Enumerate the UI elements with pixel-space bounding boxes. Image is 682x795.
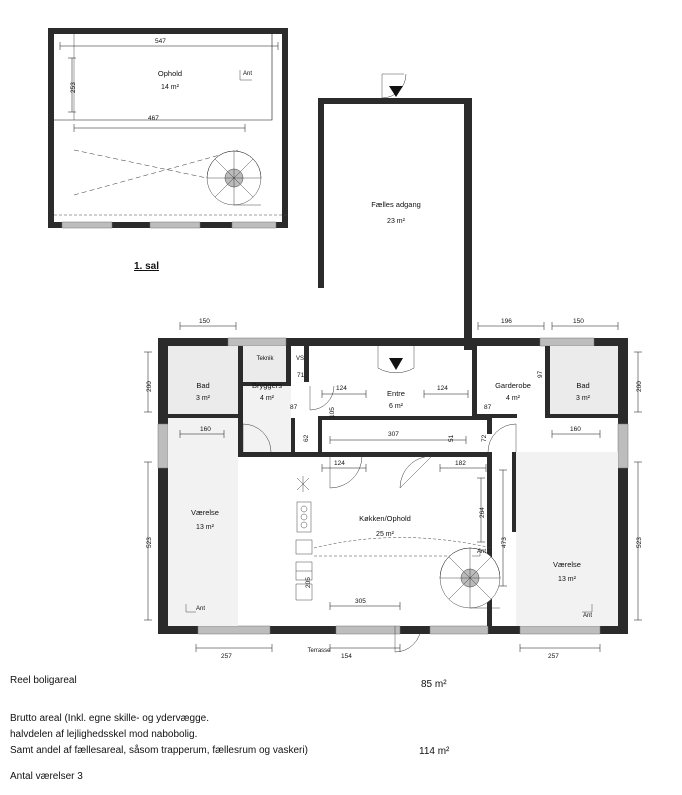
dim-inner-160-b: 160: [570, 426, 581, 433]
ant-label-left: Ant: [196, 606, 206, 612]
dim-inner-124-c: 124: [334, 460, 345, 467]
dim-inner-97: 97: [537, 370, 544, 378]
dim-top-mid: 196: [501, 318, 512, 325]
room-area-ophold-upper: 14 m²: [161, 84, 179, 91]
dim-upper-top: 547: [155, 38, 166, 45]
dim-bottom-left: 257: [221, 653, 232, 660]
dim-inner-62: 62: [303, 434, 310, 442]
room-area-entre: 6 m²: [389, 403, 403, 410]
spiral-staircase-upper: [207, 151, 261, 205]
ant-label-right: Ant: [583, 613, 593, 619]
room-area-bad-left: 3 m²: [196, 395, 210, 402]
dim-left-upper: 200: [146, 381, 153, 392]
terrasse-label: Terrasse: [307, 648, 331, 654]
room-area-kokken-ophold: 25 m²: [376, 531, 394, 538]
room-label-vaerelse-right: Værelse: [553, 560, 581, 569]
dim-inner-87-a: 87: [290, 404, 298, 411]
room-area-bryggers: 4 m²: [260, 395, 274, 402]
dim-upper-left: 253: [70, 82, 77, 93]
room-label-bad-left: Bad: [196, 381, 210, 390]
dim-inner-87-b: 87: [484, 404, 492, 411]
brutto-areal-value: 114 m²: [419, 746, 450, 757]
reel-boligareal-label: Reel boligareal: [10, 675, 77, 686]
room-area-bad-right: 3 m²: [576, 395, 590, 402]
room-area-faelles-adgang: 23 m²: [387, 218, 405, 225]
dim-inner-264: 264: [479, 507, 486, 518]
room-area-vaerelse-left: 13 m²: [196, 524, 214, 531]
room-area-garderobe: 4 m²: [506, 395, 520, 402]
dim-right-lower: 523: [636, 537, 643, 548]
dim-inner-71: 71: [297, 372, 305, 379]
dim-top-right: 150: [573, 318, 584, 325]
dim-inner-105: 105: [329, 407, 336, 418]
room-label-bryggers: Bryggers: [251, 381, 282, 390]
dim-top-left: 150: [199, 318, 210, 325]
dim-inner-124-a: 124: [336, 385, 347, 392]
room-label-garderobe: Garderobe: [495, 381, 531, 390]
dim-bottom-mid: 154: [341, 653, 352, 660]
room-label-ophold-upper: Ophold: [157, 69, 183, 78]
room-label-faelles-adgang: Fælles adgang: [371, 200, 421, 209]
brutto-areal-line2: halvdelen af lejlighedsskel mod nabobolig.: [10, 729, 198, 740]
title-first-floor: 1. sal: [134, 261, 160, 272]
room-label-vs: VS: [295, 356, 304, 362]
antal-vaerelser: Antal værelser 3: [10, 771, 83, 782]
dim-inner-307: 307: [388, 431, 399, 438]
spiral-staircase-ground: [440, 548, 500, 608]
dim-inner-160-a: 160: [200, 426, 211, 433]
dim-inner-205: 205: [305, 577, 312, 588]
room-label-entre: Entre: [387, 389, 405, 398]
room-label-teknik: Teknik: [256, 356, 274, 362]
dim-inner-124-b: 124: [437, 385, 448, 392]
ant-label-upper: Ant: [243, 71, 253, 77]
dim-bottom-right: 257: [548, 653, 559, 660]
room-label-kokken-ophold: Køkken/Ophold: [359, 514, 411, 523]
brutto-areal-line3: Samt andel af fællesareal, såsom trapperum, fællesrum og vaskeri): [10, 745, 308, 756]
room-label-bad-right: Bad: [576, 381, 590, 390]
room-area-vaerelse-right: 13 m²: [558, 576, 576, 583]
reel-boligareal-value: 85 m²: [421, 679, 447, 690]
dim-left-lower: 523: [146, 537, 153, 548]
dim-right-upper: 200: [636, 381, 643, 392]
dim-inner-473: 473: [501, 537, 508, 548]
dim-upper-inner: 467: [148, 115, 159, 122]
room-label-vaerelse-left: Værelse: [191, 508, 219, 517]
ant-label-stair: Ant: [477, 549, 487, 555]
dim-inner-51: 51: [448, 434, 455, 442]
dim-inner-72: 72: [481, 434, 488, 442]
dim-inner-182: 182: [455, 460, 466, 467]
dim-inner-305: 305: [355, 598, 366, 605]
brutto-areal-line1: Brutto areal (Inkl. egne skille- og ydervægge.: [10, 713, 209, 724]
